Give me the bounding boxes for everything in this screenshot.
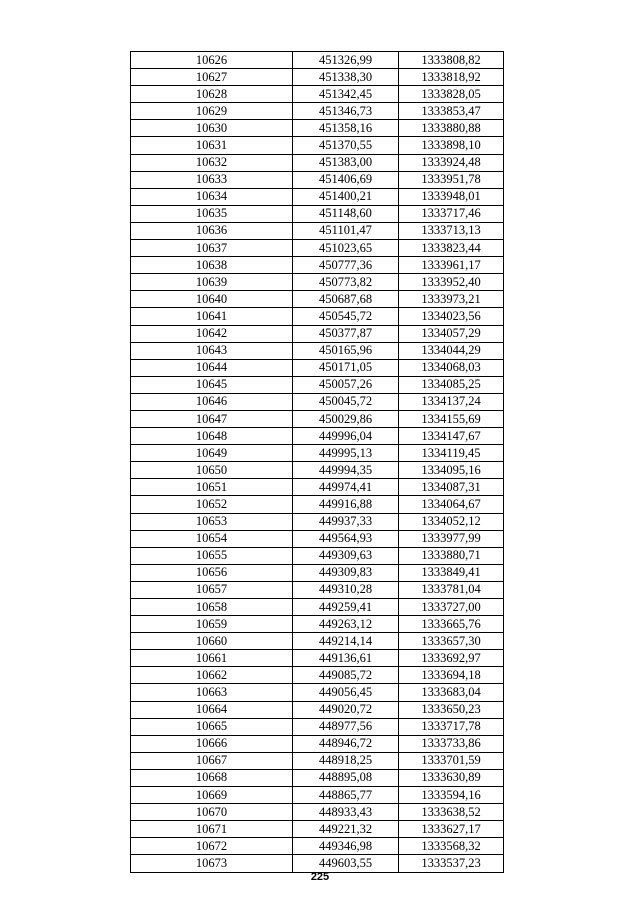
y-coordinate-cell: 1333537,23 xyxy=(399,855,504,872)
table-row xyxy=(131,564,504,581)
y-coordinate-cell: 1333951,78 xyxy=(399,171,504,188)
x-coordinate-cell: 450045,72 xyxy=(293,393,399,410)
point-number-cell: 10646 xyxy=(131,393,293,410)
y-coordinate-cell: 1333694,18 xyxy=(399,667,504,684)
y-coordinate-cell: 1334155,69 xyxy=(399,410,504,427)
x-coordinate-cell: 450165,96 xyxy=(293,342,399,359)
y-coordinate-cell: 1333568,32 xyxy=(399,838,504,855)
point-number-cell: 10663 xyxy=(131,684,293,701)
table-row xyxy=(131,274,504,291)
point-number-cell: 10651 xyxy=(131,479,293,496)
x-coordinate-cell: 450545,72 xyxy=(293,308,399,325)
table-row xyxy=(131,154,504,171)
table-row xyxy=(131,171,504,188)
table-row xyxy=(131,530,504,547)
x-coordinate-cell: 450057,26 xyxy=(293,376,399,393)
x-coordinate-cell: 449309,83 xyxy=(293,564,399,581)
y-coordinate-cell: 1334023,56 xyxy=(399,308,504,325)
table-row xyxy=(131,52,504,69)
table-row xyxy=(131,120,504,137)
table-row xyxy=(131,838,504,855)
x-coordinate-cell: 449056,45 xyxy=(293,684,399,701)
x-coordinate-cell: 451346,73 xyxy=(293,103,399,120)
table-row xyxy=(131,137,504,154)
x-coordinate-cell: 449995,13 xyxy=(293,445,399,462)
point-number-cell: 10671 xyxy=(131,821,293,838)
point-number-cell: 10656 xyxy=(131,564,293,581)
x-coordinate-cell: 449603,55 xyxy=(293,855,399,872)
y-coordinate-cell: 1333823,44 xyxy=(399,240,504,257)
table-row xyxy=(131,222,504,239)
table-row xyxy=(131,359,504,376)
point-number-cell: 10660 xyxy=(131,633,293,650)
y-coordinate-cell: 1333924,48 xyxy=(399,154,504,171)
x-coordinate-cell: 449263,12 xyxy=(293,616,399,633)
y-coordinate-cell: 1333638,52 xyxy=(399,804,504,821)
x-coordinate-cell: 450687,68 xyxy=(293,291,399,308)
table-row xyxy=(131,633,504,650)
table-row xyxy=(131,103,504,120)
table-row xyxy=(131,496,504,513)
x-coordinate-cell: 448933,43 xyxy=(293,804,399,821)
table-row xyxy=(131,701,504,718)
point-number-cell: 10641 xyxy=(131,308,293,325)
y-coordinate-cell: 1334052,12 xyxy=(399,513,504,530)
point-number-cell: 10639 xyxy=(131,274,293,291)
x-coordinate-cell: 448918,25 xyxy=(293,752,399,769)
point-number-cell: 10670 xyxy=(131,804,293,821)
table-row xyxy=(131,718,504,735)
table-row xyxy=(131,342,504,359)
point-number-cell: 10662 xyxy=(131,667,293,684)
x-coordinate-cell: 451338,30 xyxy=(293,69,399,86)
point-number-cell: 10673 xyxy=(131,855,293,872)
table-row xyxy=(131,428,504,445)
point-number-cell: 10626 xyxy=(131,52,293,69)
x-coordinate-cell: 448946,72 xyxy=(293,735,399,752)
table-row xyxy=(131,599,504,616)
point-number-cell: 10661 xyxy=(131,650,293,667)
x-coordinate-cell: 449214,14 xyxy=(293,633,399,650)
table-row xyxy=(131,240,504,257)
point-number-cell: 10650 xyxy=(131,462,293,479)
point-number-cell: 10627 xyxy=(131,69,293,86)
y-coordinate-cell: 1334147,67 xyxy=(399,428,504,445)
table-row xyxy=(131,650,504,667)
y-coordinate-cell: 1334095,16 xyxy=(399,462,504,479)
x-coordinate-cell: 448865,77 xyxy=(293,787,399,804)
table-row xyxy=(131,787,504,804)
table-row xyxy=(131,188,504,205)
table-row xyxy=(131,581,504,598)
y-coordinate-cell: 1334068,03 xyxy=(399,359,504,376)
y-coordinate-cell: 1334087,31 xyxy=(399,479,504,496)
y-coordinate-cell: 1333948,01 xyxy=(399,188,504,205)
y-coordinate-cell: 1333977,99 xyxy=(399,530,504,547)
x-coordinate-cell: 450029,86 xyxy=(293,410,399,427)
table-row xyxy=(131,684,504,701)
y-coordinate-cell: 1333973,21 xyxy=(399,291,504,308)
x-coordinate-cell: 449974,41 xyxy=(293,479,399,496)
y-coordinate-cell: 1333898,10 xyxy=(399,137,504,154)
x-coordinate-cell: 450777,36 xyxy=(293,257,399,274)
table-row xyxy=(131,69,504,86)
point-number-cell: 10657 xyxy=(131,581,293,598)
x-coordinate-cell: 451383,00 xyxy=(293,154,399,171)
y-coordinate-cell: 1333880,88 xyxy=(399,120,504,137)
y-coordinate-cell: 1333650,23 xyxy=(399,701,504,718)
y-coordinate-cell: 1333952,40 xyxy=(399,274,504,291)
point-number-cell: 10640 xyxy=(131,291,293,308)
x-coordinate-cell: 451023,65 xyxy=(293,240,399,257)
x-coordinate-cell: 451370,55 xyxy=(293,137,399,154)
x-coordinate-cell: 449564,93 xyxy=(293,530,399,547)
point-number-cell: 10645 xyxy=(131,376,293,393)
x-coordinate-cell: 451342,45 xyxy=(293,86,399,103)
x-coordinate-cell: 451101,47 xyxy=(293,222,399,239)
table-row xyxy=(131,616,504,633)
x-coordinate-cell: 451406,69 xyxy=(293,171,399,188)
y-coordinate-cell: 1333692,97 xyxy=(399,650,504,667)
table-row xyxy=(131,376,504,393)
coordinates-table-body xyxy=(131,52,504,873)
point-number-cell: 10629 xyxy=(131,103,293,120)
table-row xyxy=(131,325,504,342)
point-number-cell: 10634 xyxy=(131,188,293,205)
point-number-cell: 10672 xyxy=(131,838,293,855)
table-row xyxy=(131,445,504,462)
point-number-cell: 10668 xyxy=(131,769,293,786)
table-row xyxy=(131,855,504,872)
y-coordinate-cell: 1333717,46 xyxy=(399,205,504,222)
x-coordinate-cell: 450377,87 xyxy=(293,325,399,342)
point-number-cell: 10653 xyxy=(131,513,293,530)
point-number-cell: 10644 xyxy=(131,359,293,376)
y-coordinate-cell: 1334119,45 xyxy=(399,445,504,462)
point-number-cell: 10628 xyxy=(131,86,293,103)
table-row xyxy=(131,308,504,325)
x-coordinate-cell: 449310,28 xyxy=(293,581,399,598)
y-coordinate-cell: 1334137,24 xyxy=(399,393,504,410)
point-number-cell: 10652 xyxy=(131,496,293,513)
point-number-cell: 10633 xyxy=(131,171,293,188)
table-row xyxy=(131,821,504,838)
x-coordinate-cell: 451326,99 xyxy=(293,52,399,69)
point-number-cell: 10630 xyxy=(131,120,293,137)
table-row xyxy=(131,205,504,222)
point-number-cell: 10642 xyxy=(131,325,293,342)
point-number-cell: 10648 xyxy=(131,428,293,445)
y-coordinate-cell: 1333781,04 xyxy=(399,581,504,598)
x-coordinate-cell: 449259,41 xyxy=(293,599,399,616)
table-row xyxy=(131,667,504,684)
y-coordinate-cell: 1333657,30 xyxy=(399,633,504,650)
y-coordinate-cell: 1333880,71 xyxy=(399,547,504,564)
point-number-cell: 10665 xyxy=(131,718,293,735)
y-coordinate-cell: 1333818,92 xyxy=(399,69,504,86)
x-coordinate-cell: 451400,21 xyxy=(293,188,399,205)
y-coordinate-cell: 1334085,25 xyxy=(399,376,504,393)
table-row xyxy=(131,804,504,821)
x-coordinate-cell: 451148,60 xyxy=(293,205,399,222)
point-number-cell: 10667 xyxy=(131,752,293,769)
point-number-cell: 10664 xyxy=(131,701,293,718)
table-row xyxy=(131,513,504,530)
table-row xyxy=(131,257,504,274)
point-number-cell: 10658 xyxy=(131,599,293,616)
point-number-cell: 10643 xyxy=(131,342,293,359)
x-coordinate-cell: 448895,08 xyxy=(293,769,399,786)
point-number-cell: 10647 xyxy=(131,410,293,427)
table-row xyxy=(131,462,504,479)
table-row xyxy=(131,86,504,103)
table-row xyxy=(131,393,504,410)
y-coordinate-cell: 1334044,29 xyxy=(399,342,504,359)
x-coordinate-cell: 451358,16 xyxy=(293,120,399,137)
point-number-cell: 10631 xyxy=(131,137,293,154)
table-row xyxy=(131,735,504,752)
point-number-cell: 10655 xyxy=(131,547,293,564)
point-number-cell: 10636 xyxy=(131,222,293,239)
y-coordinate-cell: 1333727,00 xyxy=(399,599,504,616)
x-coordinate-cell: 450773,82 xyxy=(293,274,399,291)
point-number-cell: 10649 xyxy=(131,445,293,462)
point-number-cell: 10638 xyxy=(131,257,293,274)
point-number-cell: 10669 xyxy=(131,787,293,804)
y-coordinate-cell: 1334064,67 xyxy=(399,496,504,513)
x-coordinate-cell: 449221,32 xyxy=(293,821,399,838)
x-coordinate-cell: 449085,72 xyxy=(293,667,399,684)
x-coordinate-cell: 449346,98 xyxy=(293,838,399,855)
x-coordinate-cell: 449994,35 xyxy=(293,462,399,479)
point-number-cell: 10654 xyxy=(131,530,293,547)
y-coordinate-cell: 1333665,76 xyxy=(399,616,504,633)
x-coordinate-cell: 449309,63 xyxy=(293,547,399,564)
y-coordinate-cell: 1333717,78 xyxy=(399,718,504,735)
y-coordinate-cell: 1333683,04 xyxy=(399,684,504,701)
x-coordinate-cell: 450171,05 xyxy=(293,359,399,376)
coordinates-table xyxy=(130,51,504,873)
point-number-cell: 10632 xyxy=(131,154,293,171)
x-coordinate-cell: 449020,72 xyxy=(293,701,399,718)
y-coordinate-cell: 1334057,29 xyxy=(399,325,504,342)
table-row xyxy=(131,291,504,308)
point-number-cell: 10635 xyxy=(131,205,293,222)
y-coordinate-cell: 1333630,89 xyxy=(399,769,504,786)
y-coordinate-cell: 1333961,17 xyxy=(399,257,504,274)
x-coordinate-cell: 449937,33 xyxy=(293,513,399,530)
x-coordinate-cell: 448977,56 xyxy=(293,718,399,735)
page-number: 225 xyxy=(310,871,330,883)
y-coordinate-cell: 1333828,05 xyxy=(399,86,504,103)
y-coordinate-cell: 1333701,59 xyxy=(399,752,504,769)
table-row xyxy=(131,410,504,427)
point-number-cell: 10666 xyxy=(131,735,293,752)
point-number-cell: 10659 xyxy=(131,616,293,633)
table-row xyxy=(131,752,504,769)
y-coordinate-cell: 1333853,47 xyxy=(399,103,504,120)
y-coordinate-cell: 1333808,82 xyxy=(399,52,504,69)
table-row xyxy=(131,769,504,786)
point-number-cell: 10637 xyxy=(131,240,293,257)
y-coordinate-cell: 1333849,41 xyxy=(399,564,504,581)
x-coordinate-cell: 449996,04 xyxy=(293,428,399,445)
x-coordinate-cell: 449136,61 xyxy=(293,650,399,667)
table-row xyxy=(131,547,504,564)
table-row xyxy=(131,479,504,496)
y-coordinate-cell: 1333733,86 xyxy=(399,735,504,752)
x-coordinate-cell: 449916,88 xyxy=(293,496,399,513)
y-coordinate-cell: 1333594,16 xyxy=(399,787,504,804)
y-coordinate-cell: 1333627,17 xyxy=(399,821,504,838)
y-coordinate-cell: 1333713,13 xyxy=(399,222,504,239)
